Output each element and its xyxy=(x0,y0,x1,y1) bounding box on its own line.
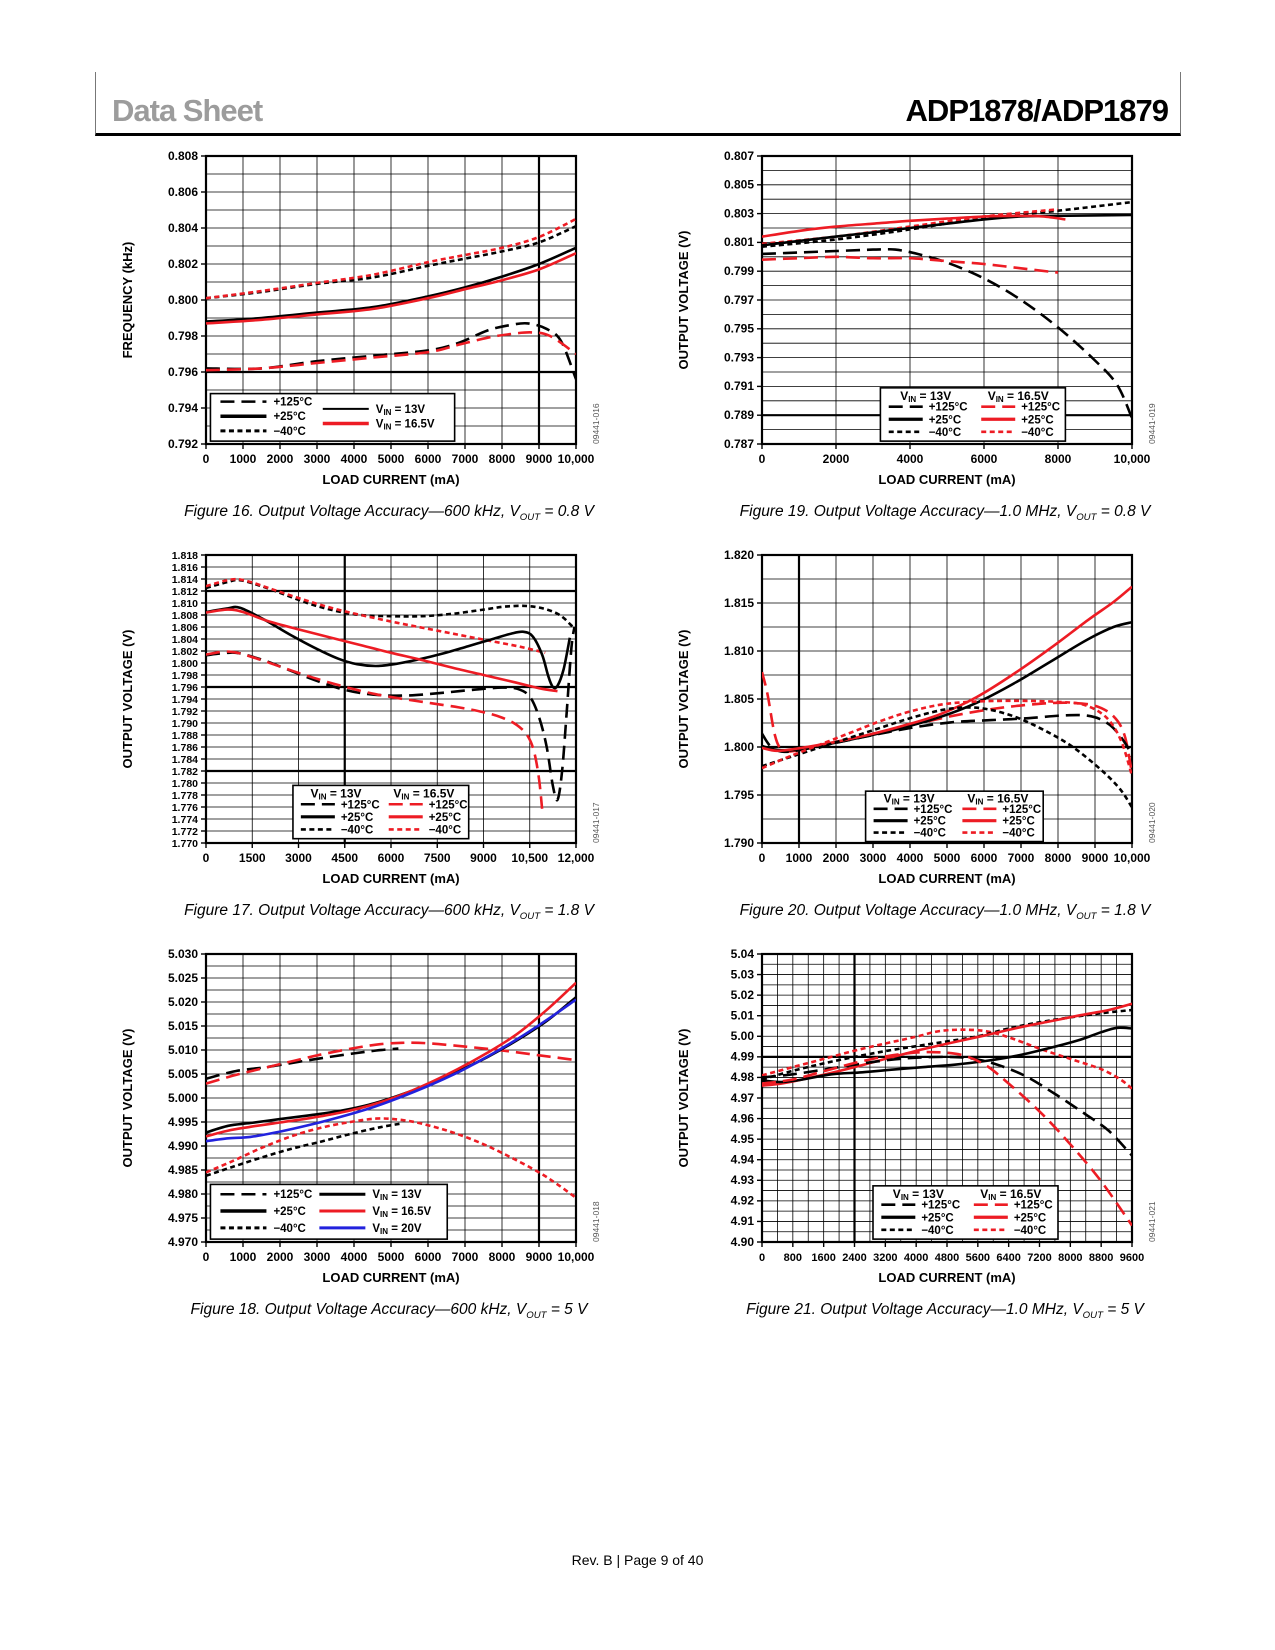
svg-text:VIN = 16.5V: VIN = 16.5V xyxy=(372,1206,432,1220)
svg-text:9600: 9600 xyxy=(1119,1252,1145,1265)
svg-text:−40°C: −40°C xyxy=(340,824,374,837)
svg-text:5.00: 5.00 xyxy=(730,1029,754,1044)
svg-text:4000: 4000 xyxy=(340,1250,368,1265)
svg-text:0: 0 xyxy=(202,1250,210,1265)
svg-text:LOAD CURRENT (mA): LOAD CURRENT (mA) xyxy=(322,472,460,487)
svg-text:5600: 5600 xyxy=(965,1252,991,1265)
page-footer: Rev. B | Page 9 of 40 xyxy=(571,1552,704,1568)
svg-text:1500: 1500 xyxy=(238,851,266,866)
svg-text:4.93: 4.93 xyxy=(730,1173,754,1188)
svg-text:12,000: 12,000 xyxy=(557,851,595,866)
figure-19 xyxy=(674,146,1174,523)
figures-grid xyxy=(118,146,1162,1321)
svg-text:LOAD CURRENT (mA): LOAD CURRENT (mA) xyxy=(322,871,460,887)
figure-caption: Figure 18. Output Voltage Accuracy—600 kHz, $V_{OUT} = 5$ V xyxy=(190,1301,588,1322)
svg-text:−40°C: −40°C xyxy=(1002,827,1035,840)
svg-text:+125°C: +125°C xyxy=(340,799,380,812)
svg-text:1.770: 1.770 xyxy=(171,837,198,850)
svg-text:1.806: 1.806 xyxy=(171,621,198,634)
svg-text:FREQUENCY (kHz): FREQUENCY (kHz) xyxy=(120,241,135,359)
svg-text:9000: 9000 xyxy=(470,851,497,866)
svg-text:0: 0 xyxy=(758,851,766,866)
svg-text:2400: 2400 xyxy=(842,1252,867,1265)
figure-caption: Figure 17. Output Voltage Accuracy—600 kHz, $V_{OUT} = 1.8$ V xyxy=(184,902,594,923)
svg-text:6000: 6000 xyxy=(970,851,998,866)
svg-text:OUTPUT VOLTAGE (V): OUTPUT VOLTAGE (V) xyxy=(120,1028,135,1168)
svg-text:1000: 1000 xyxy=(785,851,813,866)
svg-text:2000: 2000 xyxy=(266,452,294,466)
svg-text:−40°C: −40°C xyxy=(913,827,947,840)
svg-text:10,000: 10,000 xyxy=(1113,452,1151,466)
svg-text:1.794: 1.794 xyxy=(171,693,198,706)
svg-text:+25°C: +25°C xyxy=(273,1206,306,1219)
svg-text:0.806: 0.806 xyxy=(167,184,198,199)
svg-text:0.805: 0.805 xyxy=(723,177,754,192)
svg-text:7000: 7000 xyxy=(1007,851,1035,866)
svg-text:1.802: 1.802 xyxy=(171,645,198,658)
svg-text:+125°C: +125°C xyxy=(273,396,313,409)
svg-text:1.788: 1.788 xyxy=(171,729,198,742)
svg-text:−40°C: −40°C xyxy=(921,1225,954,1238)
svg-text:−40°C: −40°C xyxy=(273,425,306,438)
svg-text:1.804: 1.804 xyxy=(171,633,198,646)
svg-text:+125°C: +125°C xyxy=(1002,803,1042,816)
svg-text:0.791: 0.791 xyxy=(723,379,754,394)
svg-text:1.782: 1.782 xyxy=(171,765,198,778)
svg-text:VIN = 16.5V: VIN = 16.5V xyxy=(980,1187,1042,1203)
svg-text:6000: 6000 xyxy=(970,452,998,466)
svg-text:5000: 5000 xyxy=(377,452,405,466)
svg-text:9000: 9000 xyxy=(1081,851,1109,866)
svg-text:1.790: 1.790 xyxy=(723,835,754,850)
svg-text:4.97: 4.97 xyxy=(730,1090,754,1105)
svg-text:+25°C: +25°C xyxy=(273,411,306,424)
svg-text:−40°C: −40°C xyxy=(428,824,462,837)
svg-text:4.980: 4.980 xyxy=(167,1186,198,1201)
svg-text:6000: 6000 xyxy=(414,1250,442,1265)
svg-text:0.787: 0.787 xyxy=(723,436,754,451)
svg-text:1.808: 1.808 xyxy=(171,609,198,622)
svg-text:5.010: 5.010 xyxy=(167,1042,198,1057)
svg-text:10,000: 10,000 xyxy=(1113,851,1151,866)
svg-text:0.801: 0.801 xyxy=(723,235,754,250)
svg-text:VIN = 13V: VIN = 13V xyxy=(883,791,935,807)
svg-text:4.975: 4.975 xyxy=(167,1210,198,1225)
svg-text:8000: 8000 xyxy=(1044,851,1072,866)
chart-figure-17 xyxy=(118,545,618,897)
svg-text:4800: 4800 xyxy=(934,1252,960,1265)
figure-caption: Figure 21. Output Voltage Accuracy—1.0 MHz, $V_{OUT} = 5$ V xyxy=(746,1301,1144,1322)
svg-text:10,000: 10,000 xyxy=(557,1250,595,1265)
svg-text:0.793: 0.793 xyxy=(723,350,754,365)
svg-text:5000: 5000 xyxy=(933,851,961,866)
svg-text:+125°C: +125°C xyxy=(928,401,968,414)
svg-text:1.774: 1.774 xyxy=(171,813,198,826)
svg-text:4.995: 4.995 xyxy=(167,1114,198,1129)
svg-text:+25°C: +25°C xyxy=(1021,414,1054,427)
svg-text:1.780: 1.780 xyxy=(171,777,198,790)
figure-20 xyxy=(674,545,1174,922)
svg-text:LOAD CURRENT (mA): LOAD CURRENT (mA) xyxy=(878,472,1016,487)
svg-text:+25°C: +25°C xyxy=(428,811,462,824)
svg-text:0.794: 0.794 xyxy=(167,400,198,415)
svg-text:0.802: 0.802 xyxy=(167,256,198,271)
svg-text:1.815: 1.815 xyxy=(723,595,754,610)
svg-text:7000: 7000 xyxy=(451,452,479,466)
svg-text:3000: 3000 xyxy=(303,452,331,466)
svg-text:4.985: 4.985 xyxy=(167,1162,198,1177)
svg-text:4.94: 4.94 xyxy=(730,1152,754,1167)
svg-text:5.030: 5.030 xyxy=(167,946,198,961)
svg-text:VIN = 13V: VIN = 13V xyxy=(372,1189,422,1203)
svg-text:0.795: 0.795 xyxy=(723,321,754,336)
svg-text:4000: 4000 xyxy=(896,851,924,866)
svg-text:LOAD CURRENT (mA): LOAD CURRENT (mA) xyxy=(878,1270,1016,1286)
svg-text:VIN = 13V: VIN = 13V xyxy=(892,1187,944,1203)
svg-text:5.03: 5.03 xyxy=(730,967,754,982)
svg-text:+125°C: +125°C xyxy=(913,803,953,816)
svg-text:0.798: 0.798 xyxy=(167,328,198,343)
svg-text:09441-019: 09441-019 xyxy=(1147,403,1157,444)
svg-text:1.818: 1.818 xyxy=(171,549,198,562)
svg-text:1000: 1000 xyxy=(229,452,257,466)
svg-text:LOAD CURRENT (mA): LOAD CURRENT (mA) xyxy=(322,1270,460,1286)
svg-text:0: 0 xyxy=(202,851,210,866)
svg-text:09441-017: 09441-017 xyxy=(591,802,601,844)
svg-text:4.92: 4.92 xyxy=(730,1193,754,1208)
svg-text:OUTPUT VOLTAGE (V): OUTPUT VOLTAGE (V) xyxy=(676,230,691,370)
svg-text:3200: 3200 xyxy=(873,1252,898,1265)
svg-text:2000: 2000 xyxy=(822,452,850,466)
svg-text:1.814: 1.814 xyxy=(171,573,198,586)
svg-text:4.990: 4.990 xyxy=(167,1138,198,1153)
svg-text:1.778: 1.778 xyxy=(171,789,198,802)
svg-text:0.792: 0.792 xyxy=(167,436,198,451)
svg-text:1.790: 1.790 xyxy=(171,717,198,730)
svg-text:0.800: 0.800 xyxy=(167,292,198,307)
svg-text:4.99: 4.99 xyxy=(730,1049,754,1064)
svg-text:9000: 9000 xyxy=(525,1250,553,1265)
svg-text:VIN = 16.5V: VIN = 16.5V xyxy=(393,786,455,802)
header-doc-type: Data Sheet xyxy=(112,93,263,128)
svg-text:0.808: 0.808 xyxy=(167,148,198,163)
figure-16 xyxy=(118,146,618,523)
svg-text:0.796: 0.796 xyxy=(167,364,198,379)
svg-text:09441-016: 09441-016 xyxy=(591,403,601,444)
svg-text:1.792: 1.792 xyxy=(171,705,198,718)
svg-text:4000: 4000 xyxy=(903,1252,929,1265)
svg-text:0: 0 xyxy=(758,452,766,466)
svg-text:OUTPUT VOLTAGE (V): OUTPUT VOLTAGE (V) xyxy=(676,1028,691,1168)
svg-text:1.786: 1.786 xyxy=(171,741,198,754)
svg-text:0: 0 xyxy=(758,1252,766,1265)
svg-text:1600: 1600 xyxy=(811,1252,836,1265)
svg-text:1.798: 1.798 xyxy=(171,669,198,682)
svg-text:+25°C: +25°C xyxy=(928,414,962,427)
svg-text:09441-021: 09441-021 xyxy=(1147,1201,1157,1243)
figure-caption: Figure 20. Output Voltage Accuracy—1.0 MHz, $V_{OUT} = 1.8$ V xyxy=(739,902,1151,923)
svg-text:5.01: 5.01 xyxy=(730,1008,754,1023)
svg-text:4.98: 4.98 xyxy=(730,1070,754,1085)
svg-text:4.90: 4.90 xyxy=(730,1234,754,1249)
figure-21 xyxy=(674,944,1174,1321)
svg-text:4.970: 4.970 xyxy=(167,1234,198,1249)
svg-text:+25°C: +25°C xyxy=(913,815,947,828)
svg-text:OUTPUT VOLTAGE (V): OUTPUT VOLTAGE (V) xyxy=(676,629,691,769)
svg-text:+125°C: +125°C xyxy=(273,1189,313,1202)
svg-text:5.020: 5.020 xyxy=(167,994,198,1009)
svg-text:VIN = 16.5V: VIN = 16.5V xyxy=(987,389,1049,405)
header-part-number: ADP1878/ADP1879 xyxy=(905,93,1168,128)
svg-text:1.772: 1.772 xyxy=(171,825,198,838)
svg-text:VIN = 13V: VIN = 13V xyxy=(310,786,362,802)
svg-text:6000: 6000 xyxy=(377,851,405,866)
svg-text:+25°C: +25°C xyxy=(921,1212,954,1225)
svg-text:1.816: 1.816 xyxy=(171,561,198,574)
svg-text:−40°C: −40°C xyxy=(928,426,962,439)
svg-text:+25°C: +25°C xyxy=(1013,1212,1047,1225)
svg-text:+25°C: +25°C xyxy=(1002,815,1035,828)
svg-text:+125°C: +125°C xyxy=(1013,1199,1053,1212)
chart-figure-19 xyxy=(674,146,1174,498)
svg-text:2000: 2000 xyxy=(822,851,850,866)
svg-text:8000: 8000 xyxy=(1044,452,1072,466)
svg-text:+125°C: +125°C xyxy=(428,799,468,812)
svg-text:1.800: 1.800 xyxy=(723,739,754,754)
svg-text:−40°C: −40°C xyxy=(1021,426,1054,439)
svg-text:8800: 8800 xyxy=(1088,1252,1114,1265)
svg-text:1.795: 1.795 xyxy=(723,787,754,802)
svg-text:1.810: 1.810 xyxy=(723,643,754,658)
svg-text:VIN = 13V: VIN = 13V xyxy=(900,389,952,405)
svg-text:4.91: 4.91 xyxy=(730,1214,754,1229)
chart-figure-21 xyxy=(674,944,1174,1296)
svg-text:VIN = 13V: VIN = 13V xyxy=(375,403,426,417)
figure-caption: Figure 16. Output Voltage Accuracy—600 kHz, $V_{OUT} = 0.8$ V xyxy=(184,503,594,524)
svg-text:−40°C: −40°C xyxy=(1013,1225,1047,1238)
svg-text:1.796: 1.796 xyxy=(171,681,198,694)
svg-text:1000: 1000 xyxy=(229,1250,257,1265)
svg-text:VIN = 20V: VIN = 20V xyxy=(372,1223,422,1237)
svg-text:2000: 2000 xyxy=(266,1250,294,1265)
svg-text:4.95: 4.95 xyxy=(730,1132,754,1147)
svg-text:1.805: 1.805 xyxy=(723,691,754,706)
svg-text:OUTPUT VOLTAGE (V): OUTPUT VOLTAGE (V) xyxy=(120,629,135,769)
svg-text:0.789: 0.789 xyxy=(723,408,754,422)
svg-text:0: 0 xyxy=(202,452,210,466)
svg-text:4.96: 4.96 xyxy=(730,1111,754,1126)
svg-text:3000: 3000 xyxy=(303,1250,331,1265)
svg-text:3000: 3000 xyxy=(285,851,312,866)
svg-text:7000: 7000 xyxy=(451,1250,479,1265)
chart-figure-18 xyxy=(118,944,618,1296)
svg-text:3000: 3000 xyxy=(859,851,887,866)
figure-17 xyxy=(118,545,618,922)
svg-text:7500: 7500 xyxy=(423,851,451,866)
svg-text:10,500: 10,500 xyxy=(511,851,549,866)
svg-text:09441-018: 09441-018 xyxy=(591,1201,601,1243)
svg-text:7200: 7200 xyxy=(1027,1252,1052,1265)
chart-figure-20 xyxy=(674,545,1174,897)
svg-text:5.005: 5.005 xyxy=(167,1066,198,1081)
svg-text:5.02: 5.02 xyxy=(730,988,754,1003)
svg-text:0.807: 0.807 xyxy=(723,148,754,163)
svg-text:1.812: 1.812 xyxy=(171,585,198,598)
svg-text:1.800: 1.800 xyxy=(171,657,198,670)
svg-text:1.820: 1.820 xyxy=(723,547,754,562)
svg-text:VIN = 16.5V: VIN = 16.5V xyxy=(375,418,435,432)
svg-text:5.04: 5.04 xyxy=(730,946,754,961)
svg-text:800: 800 xyxy=(783,1252,803,1265)
figure-caption: Figure 19. Output Voltage Accuracy—1.0 MHz, $V_{OUT} = 0.8$ V xyxy=(739,503,1151,524)
svg-text:8000: 8000 xyxy=(488,452,516,466)
svg-text:4000: 4000 xyxy=(896,452,924,466)
svg-text:1.810: 1.810 xyxy=(171,597,198,610)
svg-text:4500: 4500 xyxy=(331,851,359,866)
svg-text:6400: 6400 xyxy=(996,1252,1021,1265)
svg-text:6000: 6000 xyxy=(414,452,442,466)
svg-text:VIN = 16.5V: VIN = 16.5V xyxy=(967,791,1029,807)
svg-text:+25°C: +25°C xyxy=(340,811,374,824)
figure-18 xyxy=(118,944,618,1321)
svg-text:0.803: 0.803 xyxy=(723,206,754,221)
chart-figure-16 xyxy=(118,146,618,498)
svg-text:8000: 8000 xyxy=(488,1250,516,1265)
svg-text:5.025: 5.025 xyxy=(167,970,198,985)
svg-text:0.799: 0.799 xyxy=(723,264,754,278)
svg-text:4000: 4000 xyxy=(340,452,368,466)
svg-text:0.804: 0.804 xyxy=(167,220,198,235)
svg-text:5.015: 5.015 xyxy=(167,1018,198,1033)
svg-text:1.784: 1.784 xyxy=(171,753,198,766)
svg-text:5.000: 5.000 xyxy=(167,1090,198,1105)
svg-text:+125°C: +125°C xyxy=(921,1199,961,1212)
svg-text:10,000: 10,000 xyxy=(557,452,595,466)
svg-text:9000: 9000 xyxy=(525,452,553,466)
svg-text:−40°C: −40°C xyxy=(273,1223,306,1236)
svg-text:1.776: 1.776 xyxy=(171,801,198,814)
page-header xyxy=(95,72,1181,136)
svg-text:5000: 5000 xyxy=(377,1250,405,1265)
svg-text:8000: 8000 xyxy=(1058,1252,1083,1265)
svg-text:+125°C: +125°C xyxy=(1021,401,1061,414)
svg-text:LOAD CURRENT (mA): LOAD CURRENT (mA) xyxy=(878,871,1016,887)
svg-text:0.797: 0.797 xyxy=(723,292,754,307)
svg-text:09441-020: 09441-020 xyxy=(1147,802,1157,844)
